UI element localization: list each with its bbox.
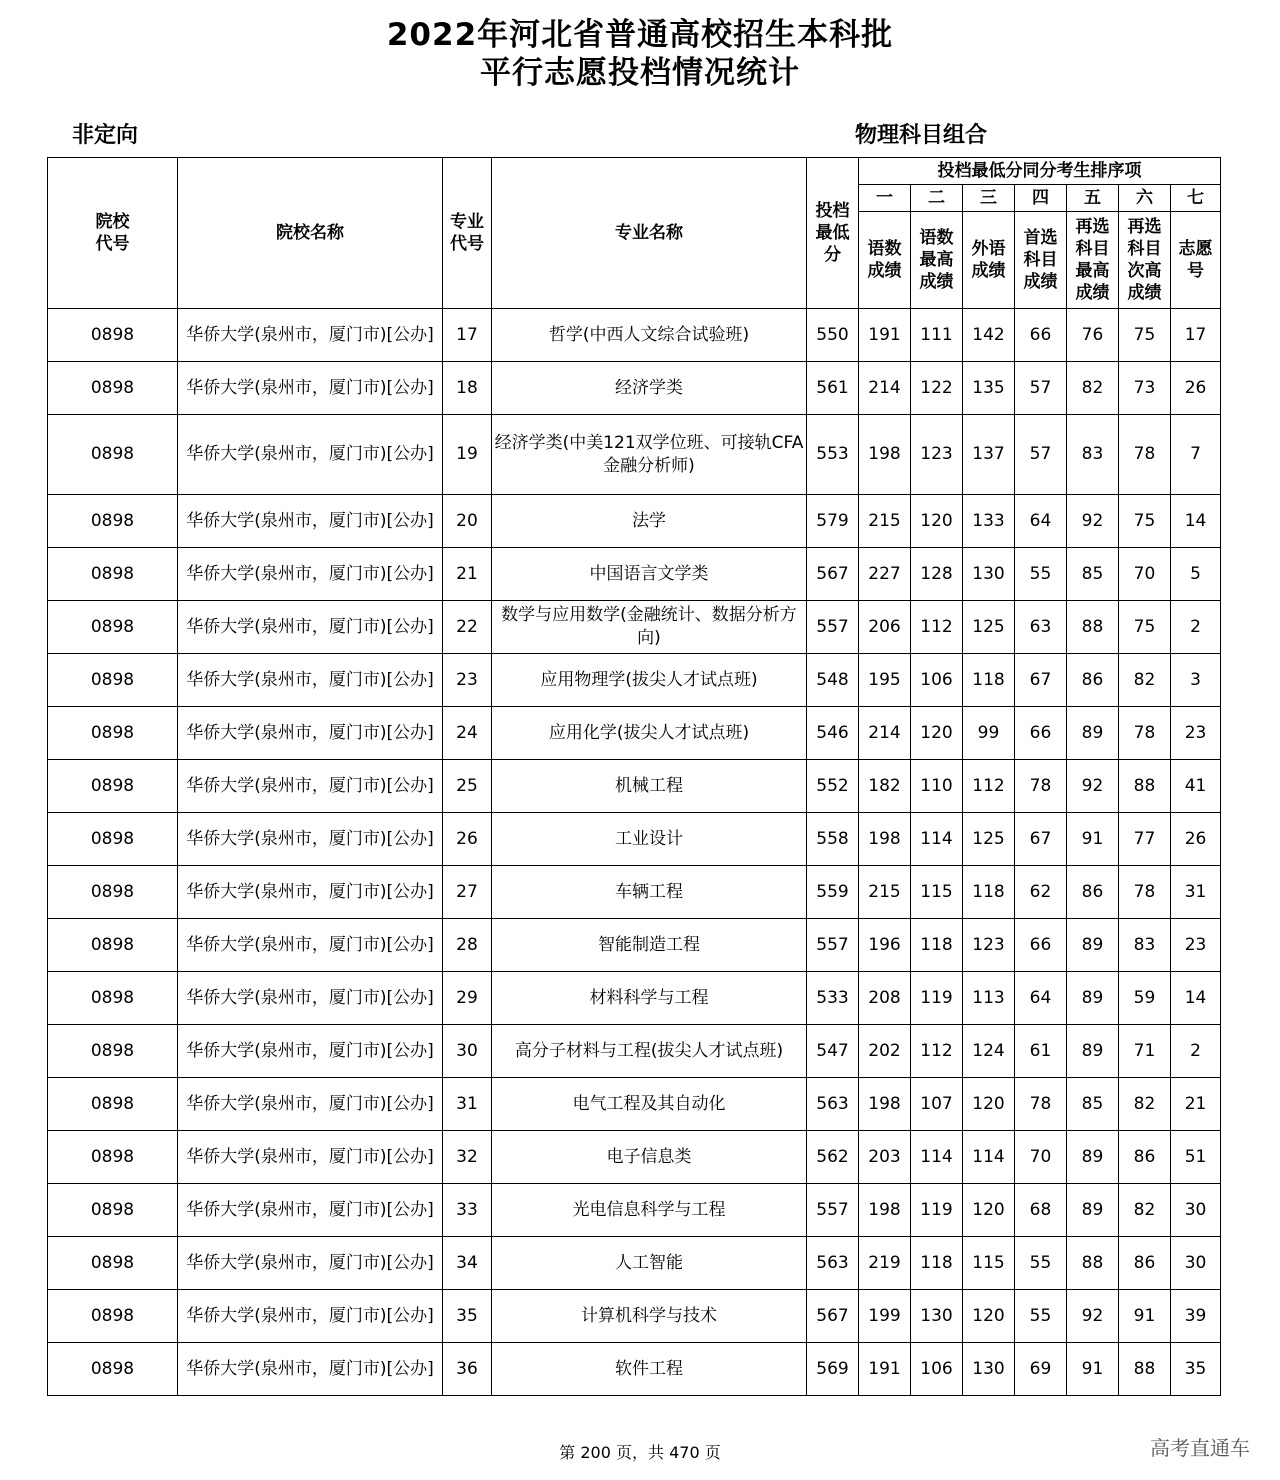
cell-major-name: 智能制造工程 <box>492 919 807 972</box>
cell-school-name: 华侨大学(泉州市，厦门市)[公办] <box>178 707 443 760</box>
cell-score-elective-max: 89 <box>1067 1131 1119 1184</box>
cell-min-score: 563 <box>807 1078 859 1131</box>
cell-score-chinese-math: 196 <box>859 919 911 972</box>
cell-score-elective-max: 88 <box>1067 601 1119 654</box>
cell-min-score: 561 <box>807 362 859 415</box>
table-row <box>48 1237 1221 1290</box>
cell-score-chinese-math: 208 <box>859 972 911 1025</box>
header-min-score: 投档最低分 <box>807 158 859 309</box>
cell-min-score: 557 <box>807 601 859 654</box>
cell-score-chinese-math: 215 <box>859 495 911 548</box>
cell-school-code: 0898 <box>48 495 178 548</box>
cell-score-foreign-language: 120 <box>963 1078 1015 1131</box>
cell-score-elective-max: 89 <box>1067 919 1119 972</box>
cell-score-foreign-language: 120 <box>963 1184 1015 1237</box>
section-label-right: 物理科目组合 <box>855 123 988 148</box>
cell-school-code: 0898 <box>48 601 178 654</box>
cell-score-chinese-math: 202 <box>859 1025 911 1078</box>
cell-major-name: 材料科学与工程 <box>492 972 807 1025</box>
header-order-item-6: 再选科目次高成绩 <box>1119 212 1171 309</box>
cell-score-chinese-math-max: 122 <box>911 362 963 415</box>
cell-score-elective-second: 73 <box>1119 362 1171 415</box>
table-row <box>48 415 1221 495</box>
table-row <box>48 654 1221 707</box>
cell-major-name: 人工智能 <box>492 1237 807 1290</box>
cell-major-code: 20 <box>443 495 492 548</box>
cell-school-code: 0898 <box>48 1343 178 1396</box>
cell-preference-number: 41 <box>1171 760 1221 813</box>
cell-score-chinese-math-max: 106 <box>911 654 963 707</box>
cell-major-name: 经济学类(中美121双学位班、可接轨CFA金融分析师) <box>492 415 807 495</box>
cell-major-name: 应用物理学(拔尖人才试点班) <box>492 654 807 707</box>
cell-score-first-subject: 66 <box>1015 309 1067 362</box>
cell-score-elective-second: 78 <box>1119 866 1171 919</box>
cell-min-score: 562 <box>807 1131 859 1184</box>
cell-score-chinese-math-max: 107 <box>911 1078 963 1131</box>
cell-score-chinese-math-max: 118 <box>911 919 963 972</box>
cell-major-name: 软件工程 <box>492 1343 807 1396</box>
cell-score-elective-second: 88 <box>1119 760 1171 813</box>
cell-major-code: 21 <box>443 548 492 601</box>
cell-score-first-subject: 55 <box>1015 1290 1067 1343</box>
header-order-3: 三 <box>963 185 1015 212</box>
cell-major-code: 25 <box>443 760 492 813</box>
cell-score-elective-max: 91 <box>1067 813 1119 866</box>
cell-score-elective-second: 77 <box>1119 813 1171 866</box>
cell-major-code: 26 <box>443 813 492 866</box>
cell-school-code: 0898 <box>48 707 178 760</box>
cell-score-first-subject: 66 <box>1015 707 1067 760</box>
cell-score-elective-max: 89 <box>1067 1184 1119 1237</box>
cell-score-chinese-math-max: 120 <box>911 707 963 760</box>
cell-score-foreign-language: 137 <box>963 415 1015 495</box>
cell-major-code: 31 <box>443 1078 492 1131</box>
cell-school-name: 华侨大学(泉州市，厦门市)[公办] <box>178 415 443 495</box>
cell-score-foreign-language: 135 <box>963 362 1015 415</box>
cell-score-elective-second: 59 <box>1119 972 1171 1025</box>
cell-score-elective-second: 91 <box>1119 1290 1171 1343</box>
cell-score-foreign-language: 125 <box>963 813 1015 866</box>
cell-preference-number: 23 <box>1171 919 1221 972</box>
header-order-item-7: 志愿号 <box>1171 212 1221 309</box>
table-row <box>48 866 1221 919</box>
cell-score-chinese-math: 203 <box>859 1131 911 1184</box>
cell-preference-number: 14 <box>1171 972 1221 1025</box>
cell-major-code: 27 <box>443 866 492 919</box>
cell-major-code: 17 <box>443 309 492 362</box>
cell-score-first-subject: 55 <box>1015 548 1067 601</box>
cell-min-score: 558 <box>807 813 859 866</box>
cell-score-first-subject: 78 <box>1015 760 1067 813</box>
cell-score-first-subject: 62 <box>1015 866 1067 919</box>
cell-min-score: 550 <box>807 309 859 362</box>
cell-major-code: 35 <box>443 1290 492 1343</box>
header-school-code: 院校代号 <box>48 158 178 309</box>
cell-school-code: 0898 <box>48 972 178 1025</box>
cell-score-first-subject: 69 <box>1015 1343 1067 1396</box>
cell-score-chinese-math-max: 111 <box>911 309 963 362</box>
cell-major-code: 18 <box>443 362 492 415</box>
table-row <box>48 495 1221 548</box>
cell-school-name: 华侨大学(泉州市，厦门市)[公办] <box>178 1290 443 1343</box>
cell-school-name: 华侨大学(泉州市，厦门市)[公办] <box>178 1184 443 1237</box>
cell-score-chinese-math-max: 112 <box>911 601 963 654</box>
cell-school-name: 华侨大学(泉州市，厦门市)[公办] <box>178 760 443 813</box>
cell-score-elective-max: 82 <box>1067 362 1119 415</box>
cell-preference-number: 3 <box>1171 654 1221 707</box>
cell-school-name: 华侨大学(泉州市，厦门市)[公办] <box>178 309 443 362</box>
cell-score-elective-second: 71 <box>1119 1025 1171 1078</box>
cell-score-chinese-math: 214 <box>859 362 911 415</box>
cell-major-name: 电子信息类 <box>492 1131 807 1184</box>
table-row <box>48 813 1221 866</box>
cell-score-foreign-language: 123 <box>963 919 1015 972</box>
header-tiebreak-group: 投档最低分同分考生排序项 <box>859 158 1221 185</box>
cell-score-foreign-language: 114 <box>963 1131 1015 1184</box>
cell-preference-number: 17 <box>1171 309 1221 362</box>
cell-score-foreign-language: 133 <box>963 495 1015 548</box>
cell-score-chinese-math-max: 119 <box>911 972 963 1025</box>
cell-preference-number: 2 <box>1171 601 1221 654</box>
cell-score-elective-max: 89 <box>1067 1025 1119 1078</box>
cell-score-first-subject: 70 <box>1015 1131 1067 1184</box>
cell-school-name: 华侨大学(泉州市，厦门市)[公办] <box>178 813 443 866</box>
cell-score-elective-max: 91 <box>1067 1343 1119 1396</box>
cell-score-elective-max: 92 <box>1067 760 1119 813</box>
cell-major-code: 29 <box>443 972 492 1025</box>
cell-min-score: 567 <box>807 548 859 601</box>
cell-major-name: 高分子材料与工程(拔尖人才试点班) <box>492 1025 807 1078</box>
table-row <box>48 1025 1221 1078</box>
cell-major-name: 光电信息科学与工程 <box>492 1184 807 1237</box>
cell-score-chinese-math: 206 <box>859 601 911 654</box>
cell-school-code: 0898 <box>48 919 178 972</box>
table-row <box>48 1343 1221 1396</box>
document-title <box>0 16 1280 92</box>
section-label-left: 非定向 <box>72 123 139 148</box>
cell-preference-number: 39 <box>1171 1290 1221 1343</box>
cell-preference-number: 30 <box>1171 1184 1221 1237</box>
cell-score-chinese-math: 198 <box>859 813 911 866</box>
cell-school-code: 0898 <box>48 654 178 707</box>
cell-major-code: 36 <box>443 1343 492 1396</box>
cell-school-code: 0898 <box>48 362 178 415</box>
cell-major-code: 19 <box>443 415 492 495</box>
cell-score-elective-max: 76 <box>1067 309 1119 362</box>
cell-score-elective-second: 82 <box>1119 1078 1171 1131</box>
header-school-name: 院校名称 <box>178 158 443 309</box>
cell-school-name: 华侨大学(泉州市，厦门市)[公办] <box>178 1131 443 1184</box>
cell-score-foreign-language: 112 <box>963 760 1015 813</box>
cell-major-name: 哲学(中西人文综合试验班) <box>492 309 807 362</box>
cell-score-foreign-language: 142 <box>963 309 1015 362</box>
table-row <box>48 707 1221 760</box>
cell-score-first-subject: 78 <box>1015 1078 1067 1131</box>
cell-score-foreign-language: 120 <box>963 1290 1015 1343</box>
cell-score-first-subject: 63 <box>1015 601 1067 654</box>
cell-school-name: 华侨大学(泉州市，厦门市)[公办] <box>178 495 443 548</box>
cell-preference-number: 7 <box>1171 415 1221 495</box>
cell-score-chinese-math: 219 <box>859 1237 911 1290</box>
header-order-4: 四 <box>1015 185 1067 212</box>
table-row <box>48 1290 1221 1343</box>
cell-score-chinese-math: 227 <box>859 548 911 601</box>
cell-school-name: 华侨大学(泉州市，厦门市)[公办] <box>178 1237 443 1290</box>
cell-score-elective-second: 78 <box>1119 707 1171 760</box>
cell-preference-number: 21 <box>1171 1078 1221 1131</box>
cell-preference-number: 23 <box>1171 707 1221 760</box>
cell-score-elective-max: 86 <box>1067 866 1119 919</box>
cell-score-chinese-math: 191 <box>859 1343 911 1396</box>
cell-score-chinese-math-max: 114 <box>911 1131 963 1184</box>
cell-min-score: 546 <box>807 707 859 760</box>
cell-major-name: 工业设计 <box>492 813 807 866</box>
cell-major-code: 34 <box>443 1237 492 1290</box>
cell-school-name: 华侨大学(泉州市，厦门市)[公办] <box>178 362 443 415</box>
cell-score-elective-second: 78 <box>1119 415 1171 495</box>
cell-score-elective-max: 86 <box>1067 654 1119 707</box>
table-row <box>48 1184 1221 1237</box>
cell-score-foreign-language: 118 <box>963 654 1015 707</box>
cell-score-chinese-math: 214 <box>859 707 911 760</box>
cell-score-elective-second: 86 <box>1119 1237 1171 1290</box>
cell-preference-number: 2 <box>1171 1025 1221 1078</box>
cell-major-name: 应用化学(拔尖人才试点班) <box>492 707 807 760</box>
cell-score-elective-max: 85 <box>1067 1078 1119 1131</box>
cell-major-name: 计算机科学与技术 <box>492 1290 807 1343</box>
cell-score-elective-max: 83 <box>1067 415 1119 495</box>
cell-min-score: 553 <box>807 415 859 495</box>
cell-score-chinese-math-max: 118 <box>911 1237 963 1290</box>
cell-score-foreign-language: 99 <box>963 707 1015 760</box>
cell-min-score: 533 <box>807 972 859 1025</box>
cell-score-foreign-language: 118 <box>963 866 1015 919</box>
cell-school-code: 0898 <box>48 866 178 919</box>
cell-score-chinese-math: 198 <box>859 415 911 495</box>
cell-score-first-subject: 66 <box>1015 919 1067 972</box>
cell-min-score: 552 <box>807 760 859 813</box>
cell-score-chinese-math-max: 110 <box>911 760 963 813</box>
cell-min-score: 563 <box>807 1237 859 1290</box>
cell-school-name: 华侨大学(泉州市，厦门市)[公办] <box>178 548 443 601</box>
cell-major-name: 电气工程及其自动化 <box>492 1078 807 1131</box>
header-order-7: 七 <box>1171 185 1221 212</box>
cell-score-foreign-language: 124 <box>963 1025 1015 1078</box>
cell-min-score: 567 <box>807 1290 859 1343</box>
header-order-5: 五 <box>1067 185 1119 212</box>
watermark: 高考直通车 <box>1150 1436 1250 1460</box>
cell-major-name: 中国语言文学类 <box>492 548 807 601</box>
cell-score-first-subject: 61 <box>1015 1025 1067 1078</box>
cell-score-foreign-language: 115 <box>963 1237 1015 1290</box>
cell-school-name: 华侨大学(泉州市，厦门市)[公办] <box>178 1078 443 1131</box>
table-row <box>48 601 1221 654</box>
header-major-code: 专业代号 <box>443 158 492 309</box>
cell-score-elective-second: 75 <box>1119 495 1171 548</box>
cell-score-chinese-math: 198 <box>859 1184 911 1237</box>
cell-major-name: 机械工程 <box>492 760 807 813</box>
cell-score-first-subject: 57 <box>1015 362 1067 415</box>
cell-preference-number: 14 <box>1171 495 1221 548</box>
cell-major-code: 22 <box>443 601 492 654</box>
cell-score-elective-max: 92 <box>1067 495 1119 548</box>
cell-major-name: 法学 <box>492 495 807 548</box>
table-row <box>48 362 1221 415</box>
cell-score-chinese-math-max: 130 <box>911 1290 963 1343</box>
table-row <box>48 760 1221 813</box>
cell-school-code: 0898 <box>48 1237 178 1290</box>
cell-preference-number: 31 <box>1171 866 1221 919</box>
cell-min-score: 557 <box>807 1184 859 1237</box>
cell-school-name: 华侨大学(泉州市，厦门市)[公办] <box>178 919 443 972</box>
cell-major-code: 24 <box>443 707 492 760</box>
table-row <box>48 919 1221 972</box>
cell-min-score: 579 <box>807 495 859 548</box>
cell-score-chinese-math-max: 106 <box>911 1343 963 1396</box>
cell-major-code: 32 <box>443 1131 492 1184</box>
cell-school-name: 华侨大学(泉州市，厦门市)[公办] <box>178 601 443 654</box>
cell-school-code: 0898 <box>48 415 178 495</box>
cell-preference-number: 26 <box>1171 813 1221 866</box>
cell-score-elective-max: 89 <box>1067 707 1119 760</box>
cell-school-code: 0898 <box>48 1131 178 1184</box>
cell-score-chinese-math: 199 <box>859 1290 911 1343</box>
cell-score-first-subject: 67 <box>1015 654 1067 707</box>
cell-score-first-subject: 55 <box>1015 1237 1067 1290</box>
cell-min-score: 548 <box>807 654 859 707</box>
table-row <box>48 1131 1221 1184</box>
header-order-2: 二 <box>911 185 963 212</box>
cell-score-elective-second: 83 <box>1119 919 1171 972</box>
cell-score-foreign-language: 125 <box>963 601 1015 654</box>
cell-score-first-subject: 64 <box>1015 972 1067 1025</box>
header-order-item-3: 外语成绩 <box>963 212 1015 309</box>
cell-school-name: 华侨大学(泉州市，厦门市)[公办] <box>178 1343 443 1396</box>
cell-major-code: 23 <box>443 654 492 707</box>
cell-school-code: 0898 <box>48 813 178 866</box>
cell-score-elective-second: 88 <box>1119 1343 1171 1396</box>
cell-preference-number: 26 <box>1171 362 1221 415</box>
cell-score-chinese-math: 191 <box>859 309 911 362</box>
cell-school-code: 0898 <box>48 548 178 601</box>
cell-score-first-subject: 64 <box>1015 495 1067 548</box>
cell-school-code: 0898 <box>48 1025 178 1078</box>
cell-score-elective-second: 75 <box>1119 309 1171 362</box>
cell-score-elective-second: 82 <box>1119 1184 1171 1237</box>
cell-score-chinese-math: 195 <box>859 654 911 707</box>
cell-school-code: 0898 <box>48 760 178 813</box>
table-row <box>48 972 1221 1025</box>
cell-score-elective-max: 85 <box>1067 548 1119 601</box>
cell-min-score: 559 <box>807 866 859 919</box>
cell-school-name: 华侨大学(泉州市，厦门市)[公办] <box>178 1025 443 1078</box>
page-footer: 第 200 页，共 470 页 <box>559 1443 721 1462</box>
cell-major-code: 33 <box>443 1184 492 1237</box>
cell-preference-number: 30 <box>1171 1237 1221 1290</box>
cell-score-elective-max: 89 <box>1067 972 1119 1025</box>
cell-score-first-subject: 57 <box>1015 415 1067 495</box>
cell-score-chinese-math: 215 <box>859 866 911 919</box>
table-row <box>48 548 1221 601</box>
cell-major-name: 车辆工程 <box>492 866 807 919</box>
cell-min-score: 547 <box>807 1025 859 1078</box>
header-order-6: 六 <box>1119 185 1171 212</box>
cell-score-foreign-language: 130 <box>963 1343 1015 1396</box>
cell-school-code: 0898 <box>48 1184 178 1237</box>
header-order-item-2: 语数最高成绩 <box>911 212 963 309</box>
header-order-1: 一 <box>859 185 911 212</box>
cell-score-first-subject: 67 <box>1015 813 1067 866</box>
cell-major-name: 数学与应用数学(金融统计、数据分析方向) <box>492 601 807 654</box>
cell-preference-number: 35 <box>1171 1343 1221 1396</box>
header-order-item-1: 语数成绩 <box>859 212 911 309</box>
cell-school-code: 0898 <box>48 309 178 362</box>
cell-major-code: 30 <box>443 1025 492 1078</box>
cell-score-foreign-language: 130 <box>963 548 1015 601</box>
cell-score-elective-second: 75 <box>1119 601 1171 654</box>
cell-score-chinese-math-max: 120 <box>911 495 963 548</box>
cell-score-elective-second: 82 <box>1119 654 1171 707</box>
cell-score-chinese-math-max: 119 <box>911 1184 963 1237</box>
header-order-item-5: 再选科目最高成绩 <box>1067 212 1119 309</box>
header-order-item-4: 首选科目成绩 <box>1015 212 1067 309</box>
table-row <box>48 1078 1221 1131</box>
cell-min-score: 557 <box>807 919 859 972</box>
admission-table <box>47 157 1221 1396</box>
cell-school-code: 0898 <box>48 1290 178 1343</box>
title-line-2: 平行志愿投档情况统计 <box>480 55 800 91</box>
cell-score-chinese-math-max: 112 <box>911 1025 963 1078</box>
cell-major-code: 28 <box>443 919 492 972</box>
table-row <box>48 309 1221 362</box>
cell-score-foreign-language: 113 <box>963 972 1015 1025</box>
cell-score-elective-second: 70 <box>1119 548 1171 601</box>
cell-score-first-subject: 68 <box>1015 1184 1067 1237</box>
cell-school-name: 华侨大学(泉州市，厦门市)[公办] <box>178 972 443 1025</box>
cell-major-name: 经济学类 <box>492 362 807 415</box>
cell-school-name: 华侨大学(泉州市，厦门市)[公办] <box>178 654 443 707</box>
cell-score-elective-second: 86 <box>1119 1131 1171 1184</box>
cell-score-elective-max: 92 <box>1067 1290 1119 1343</box>
cell-min-score: 569 <box>807 1343 859 1396</box>
cell-score-chinese-math-max: 123 <box>911 415 963 495</box>
cell-score-chinese-math-max: 115 <box>911 866 963 919</box>
cell-score-chinese-math: 182 <box>859 760 911 813</box>
cell-score-chinese-math-max: 114 <box>911 813 963 866</box>
title-line-1: 2022年河北省普通高校招生本科批 <box>386 17 894 53</box>
header-major-name: 专业名称 <box>492 158 807 309</box>
cell-preference-number: 51 <box>1171 1131 1221 1184</box>
cell-score-chinese-math: 198 <box>859 1078 911 1131</box>
cell-school-name: 华侨大学(泉州市，厦门市)[公办] <box>178 866 443 919</box>
cell-score-chinese-math-max: 128 <box>911 548 963 601</box>
cell-score-elective-max: 88 <box>1067 1237 1119 1290</box>
cell-preference-number: 5 <box>1171 548 1221 601</box>
cell-school-code: 0898 <box>48 1078 178 1131</box>
